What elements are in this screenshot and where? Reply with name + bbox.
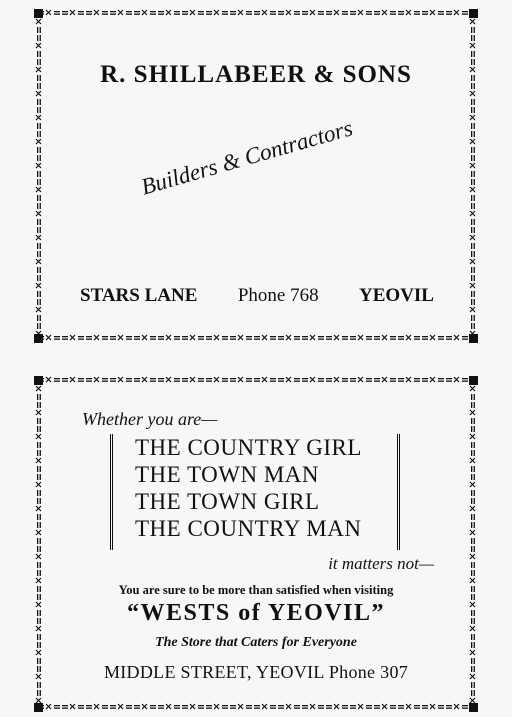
customer-line: THE TOWN MAN [135, 462, 320, 487]
intro-line: Whether you are— [82, 409, 218, 429]
firm-town: YEOVIL [359, 285, 434, 306]
wests-advert [34, 376, 478, 712]
satisfied-line: You are sure to be more than satisfied when visiting [118, 583, 394, 597]
customer-list [110, 434, 400, 550]
customer-line: THE COUNTRY GIRL [135, 435, 362, 460]
firm-name: R. SHILLABEER & SONS [100, 61, 412, 88]
firm-address-row [80, 285, 434, 307]
customer-line: THE TOWN GIRL [135, 489, 320, 514]
matters-not-line: it matters not— [328, 554, 434, 573]
store-address: MIDDLE STREET, YEOVIL Phone 307 [103, 662, 409, 682]
firm-street: STARS LANE [80, 285, 198, 306]
shillabeer-advert [34, 9, 478, 343]
store-name: “WESTS of YEOVIL” [127, 600, 385, 626]
firm-phone: Phone 768 [237, 285, 319, 306]
store-tagline: The Store that Caters for Everyone [155, 635, 357, 650]
customer-line: THE COUNTRY MAN [135, 516, 362, 541]
firm-tagline: Builders & Contractors [138, 115, 356, 200]
